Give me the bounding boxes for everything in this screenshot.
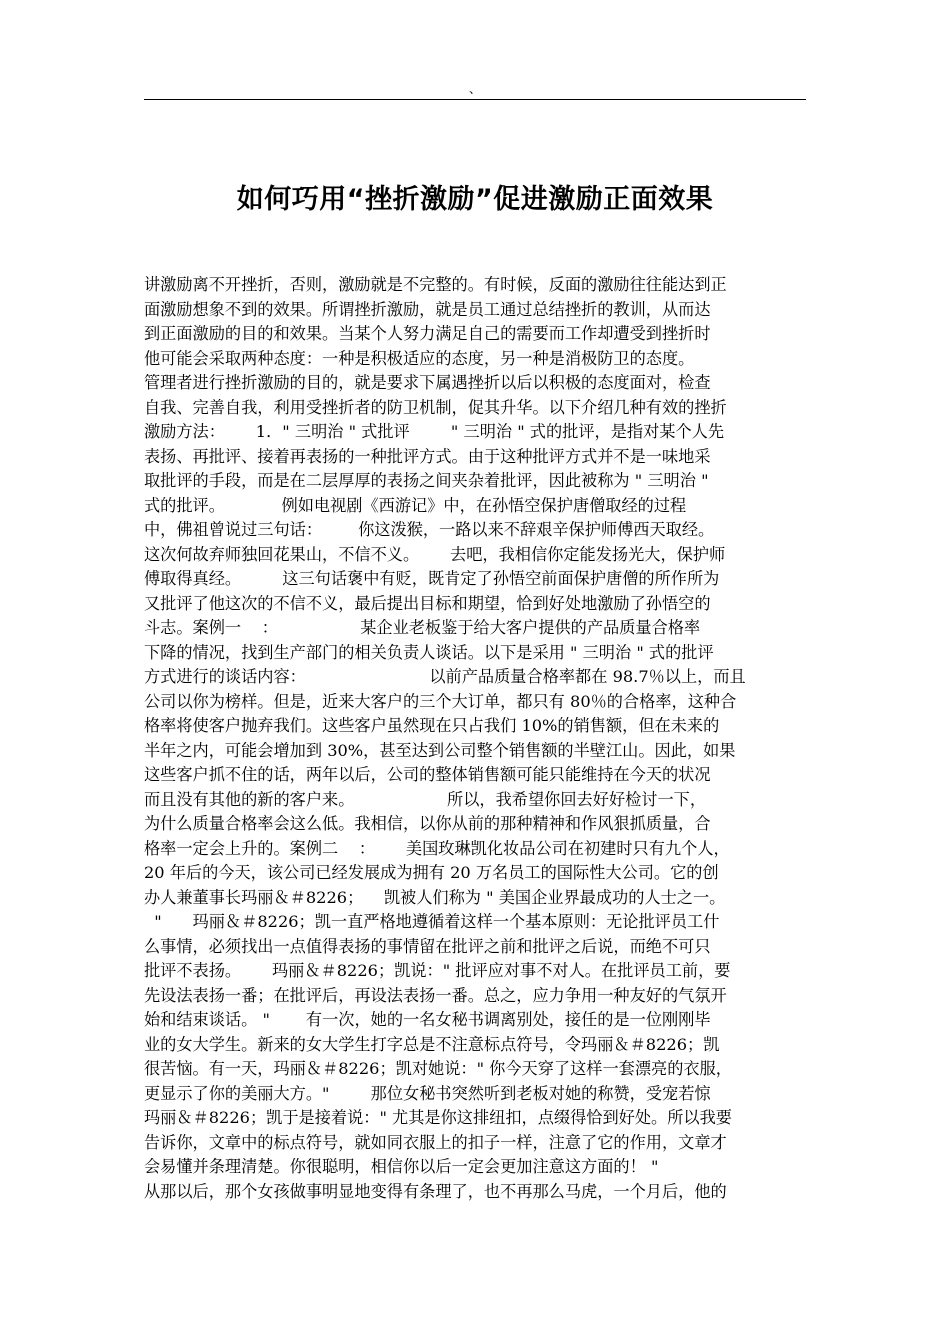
header-mark: 、 xyxy=(468,82,481,96)
body-text-line: 下降的情况，找到生产部门的相关负责人谈话。以下是采用 " 三明治 " 式的批评 xyxy=(144,642,714,662)
body-text-line: 他可能会采取两种态度：一种是积极适应的态度，另一种是消极防卫的态度。 xyxy=(144,348,695,368)
body-text-line: 表扬、再批评、接着再表扬的一种批评方式。由于这种批评方式并不是一味地采 xyxy=(144,446,711,466)
body-text-line: 取批评的手段，而是在二层厚厚的表扬之间夹杂着批评，因此被称为 " 三明治 " xyxy=(144,471,709,490)
body-text-line: 方式进行的谈话内容： 以前产品质量合格率都在 98.7％以上，而且 xyxy=(144,667,746,686)
body-text-line: 中，佛祖曾说过三句话： 你这泼猴，一路以来不辞艰辛保护师傅西天取经。 xyxy=(144,520,715,539)
body-text-line: 业的女大学生。新来的女大学生打字总是不注意标点符号，令玛丽＆＃8226；凯 xyxy=(144,1034,720,1054)
body-text-line: 20 年后的今天，该公司已经发展成为拥有 20 万名员工的国际性大公司。它的创 xyxy=(144,863,719,882)
body-text-line: 格率将使客户抛弃我们。这些客户虽然现在只占我们 10%的销售额，但在未来的 xyxy=(144,716,720,735)
body-text-line: 到正面激励的目的和效果。当某个人努力满足自己的需要而工作却遭受到挫折时 xyxy=(144,324,711,343)
body-text-line: 么事情，必须找出一点值得表扬的事情留在批评之前和批评之后说，而绝不可只 xyxy=(144,936,711,956)
body-text-line: 激励方法： 1．" 三明治 " 式批评 " 三明治 " 式的批评，是指对某个人先 xyxy=(144,422,725,441)
body-text-line: 格率一定会上升的。案例二 ： 美国玫琳凯化妆品公司在初建时只有九个人， xyxy=(144,838,730,858)
body-text-line: 自我、完善自我，利用受挫折者的防卫机制，促其升华。以下介绍几种有效的挫折 xyxy=(144,397,727,417)
body-text-line: 公司以你为榜样。但是，近来大客户的三个大订单，都只有 80％的合格率，这种合 xyxy=(144,691,737,711)
body-text-line: 从那以后，那个女孩做事明显地变得有条理了，也不再那么马虎，一个月后，他的 xyxy=(144,1181,727,1201)
body-text-line: 讲激励离不开挫折，否则，激励就是不完整的。有时候，反面的激励往往能达到正 xyxy=(144,275,727,294)
body-text-line: 先设法表扬一番；在批评后，再设法表扬一番。总之，应力争用一种友好的气氛开 xyxy=(144,985,727,1005)
body-text-line: 管理者进行挫折激励的目的，就是要求下属遇挫折以后以积极的态度面对，检查 xyxy=(144,373,711,392)
body-text-line: 办人兼董事长玛丽＆＃8226； 凯被人们称为 " 美国企业界最成功的人士之一。 xyxy=(144,887,726,907)
body-text-line: 会易懂并条理清楚。你很聪明，相信你以后一定会更加注意这方面的！ " xyxy=(144,1157,659,1176)
body-text-line: 斗志。案例一 ： 某企业老板鉴于给大客户提供的产品质量合格率 xyxy=(144,618,701,637)
document-title: 如何巧用“挫折激励”促进激励正面效果 xyxy=(236,184,714,215)
body-text-line: 面激励想象不到的效果。所谓挫折激励，就是员工通过总结挫折的教训，从而达 xyxy=(144,299,711,319)
body-text-line: 而且没有其他的新的客户来。 所以，我希望你回去好好检讨一下， xyxy=(144,789,707,809)
body-text-line: 为什么质量合格率会这么低。我相信，以你从前的那种精神和作风狠抓质量，合 xyxy=(144,814,711,833)
body-text-line: 这次何故弃师独回花果山，不信不义。 去吧，我相信你定能发扬光大，保护师 xyxy=(144,544,726,564)
body-text-line: 批评不表扬。 玛丽＆＃8226；凯说：" 批评应对事不对人。在批评员工前，要 xyxy=(144,961,731,980)
body-text-line: 又批评了他这次的不信不义，最后提出目标和期望，恰到好处地激励了孙悟空的 xyxy=(144,593,711,613)
body-text-line: 玛丽＆＃8226；凯于是接着说：" 尤其是你这排纽扣，点缀得恰到好处。所以我要 xyxy=(144,1108,732,1127)
body-text-line: 始和结束谈话。 " 有一次，她的一名女秘书调离别处，接任的是一位刚刚毕 xyxy=(144,1010,711,1029)
body-text-line: 式的批评。 例如电视剧《西游记》中，在孙悟空保护唐僧取经的过程 xyxy=(144,495,687,515)
body-text-line: 很苦恼。有一天，玛丽＆＃8226；凯对她说：" 你今天穿了这样一套漂亮的衣服， xyxy=(144,1059,732,1078)
body-text-line: 这些客户抓不住的话，两年以后，公司的整体销售额可能只能维持在今天的状况 xyxy=(144,765,711,784)
body-text-line: 更显示了你的美丽大方。" 那位女秘书突然听到老板对她的称赞，受宠若惊 xyxy=(144,1083,711,1103)
body-text-line: 告诉你，文章中的标点符号，就如同衣服上的扣子一样，注意了它的作用，文章才 xyxy=(144,1132,727,1152)
body-text-line: 半年之内，可能会增加到 30%，甚至达到公司整个销售额的半壁江山。因此，如果 xyxy=(144,740,736,760)
body-text-line: " 玛丽＆＃8226；凯一直严格地遵循着这样一个基本原则：无论批评员工什 xyxy=(144,912,720,931)
header-divider xyxy=(144,99,806,100)
body-text-line: 傅取得真经。 这三句话褒中有贬，既肯定了孙悟空前面保护唐僧的所作所为 xyxy=(144,569,720,588)
document-body xyxy=(144,273,808,1204)
